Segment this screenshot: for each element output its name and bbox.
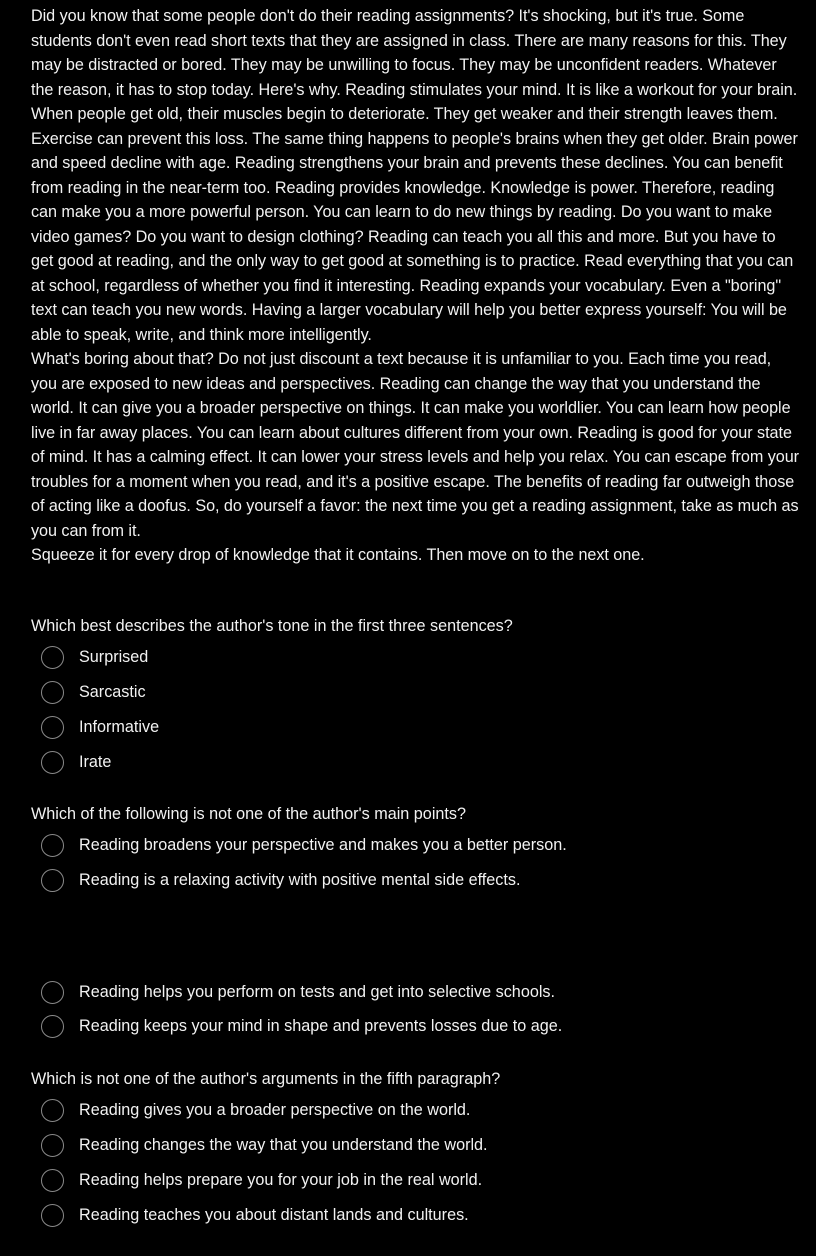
question-1-text: Which best describes the author's tone in the first three sentences? bbox=[31, 617, 513, 635]
radio-button[interactable] bbox=[41, 1169, 64, 1192]
radio-button[interactable] bbox=[41, 681, 64, 704]
q3-option-1[interactable] bbox=[41, 1095, 470, 1125]
radio-button[interactable] bbox=[41, 646, 64, 669]
question-1 bbox=[31, 614, 801, 771]
radio-button[interactable] bbox=[41, 1134, 64, 1157]
q1-option-informative[interactable] bbox=[41, 712, 159, 742]
q2-option-4[interactable] bbox=[41, 1011, 562, 1041]
q1-option-surprised[interactable] bbox=[41, 642, 148, 672]
q3-option-2[interactable] bbox=[41, 1130, 488, 1160]
q1-option-sarcastic[interactable] bbox=[41, 677, 146, 707]
radio-button[interactable] bbox=[41, 1204, 64, 1227]
option-label: Surprised bbox=[79, 648, 149, 666]
option-label: Reading keeps your mind in shape and prevents losses due to age. bbox=[79, 1017, 563, 1035]
q2-option-1[interactable] bbox=[41, 830, 567, 860]
option-label: Reading helps you perform on tests and get into selective schools. bbox=[79, 983, 556, 1001]
option-label: Reading helps prepare you for your job in the real world. bbox=[79, 1171, 483, 1189]
radio-button[interactable] bbox=[41, 1099, 64, 1122]
option-label: Reading changes the way that you understand the world. bbox=[79, 1136, 488, 1154]
q3-option-4[interactable] bbox=[41, 1200, 469, 1230]
option-label: Reading is a relaxing activity with positive mental side effects. bbox=[79, 871, 521, 889]
q1-option-irate[interactable] bbox=[41, 747, 111, 777]
radio-button[interactable] bbox=[41, 716, 64, 739]
radio-button[interactable] bbox=[41, 869, 64, 892]
question-2 bbox=[31, 802, 801, 1035]
option-label: Reading gives you a broader perspective on the world. bbox=[79, 1101, 471, 1119]
passage-paragraph-2: What's boring about that? Do not just discount a text because it is unfamiliar to you. Each time you read, you are exposed to new ideas and perspectives. Reading can change the way that you understand the world. It can give you a broader perspective on things. It can make you worldlier. You can learn how people live in far away places. You can learn about cultures different from your own. Reading is good for your state of mind. It has a calming effect. It can lower your stress levels and help you relax. You can escape from your troubles for a moment when you read, and it's a positive escape. The benefits of reading far outweigh those of acting like a doofus. So, do yourself a favor: the next time you get a reading assignment, take as much as you can from it. bbox=[31, 350, 800, 540]
question-3 bbox=[31, 1067, 801, 1224]
radio-button[interactable] bbox=[41, 751, 64, 774]
passage-paragraph-1: Did you know that some people don't do their reading assignments? It's shocking, but it's true. Some students don't even read short texts that they are assigned in class. There are many reasons for this. They may be distracted or bored. They may be unwilling to focus. They may be unconfident readers. Whatever the reason, it has to stop today. Here's why. Reading stimulates your mind. It is like a workout for your brain. When people get old, their muscles begin to deteriorate. They get weaker and their strength leaves them. Exercise can prevent this loss. The same thing happens to people's brains when they get older. Brain power and speed decline with age. Reading strengthens your brain and prevents these declines. You can benefit from reading in the near-term too. Reading provides knowledge. Knowledge is power. Therefore, reading can make you a more powerful person. You can learn to do new things by reading. Do you want to make video games? Do you want to design clothing? Reading can teach you all this and more. But you have to get good at reading, and the only way to get good at something is to practice. Read everything that you can at school, regardless of whether you find it interesting. Reading expands your vocabulary. Even a "boring" text can teach you new words. Having a larger vocabulary will help you better express yourself: You will be able to speak, write, and think more intelligently. bbox=[31, 7, 798, 344]
radio-button[interactable] bbox=[41, 981, 64, 1004]
radio-button[interactable] bbox=[41, 1015, 64, 1038]
option-label: Sarcastic bbox=[79, 683, 146, 701]
option-label: Informative bbox=[79, 718, 160, 736]
option-label: Irate bbox=[79, 753, 112, 771]
radio-button[interactable] bbox=[41, 834, 64, 857]
q2-option-3[interactable] bbox=[41, 977, 555, 1007]
question-3-text: Which is not one of the author's arguments in the fifth paragraph? bbox=[31, 1070, 501, 1088]
q3-option-3[interactable] bbox=[41, 1165, 482, 1195]
question-2-text: Which of the following is not one of the author's main points? bbox=[31, 805, 467, 823]
option-label: Reading teaches you about distant lands and cultures. bbox=[79, 1206, 469, 1224]
option-label: Reading broadens your perspective and makes you a better person. bbox=[79, 836, 567, 854]
passage-paragraph-3: Squeeze it for every drop of knowledge that it contains. Then move on to the next one. bbox=[31, 546, 645, 564]
reading-passage bbox=[31, 4, 801, 568]
q2-option-2[interactable] bbox=[41, 865, 520, 895]
